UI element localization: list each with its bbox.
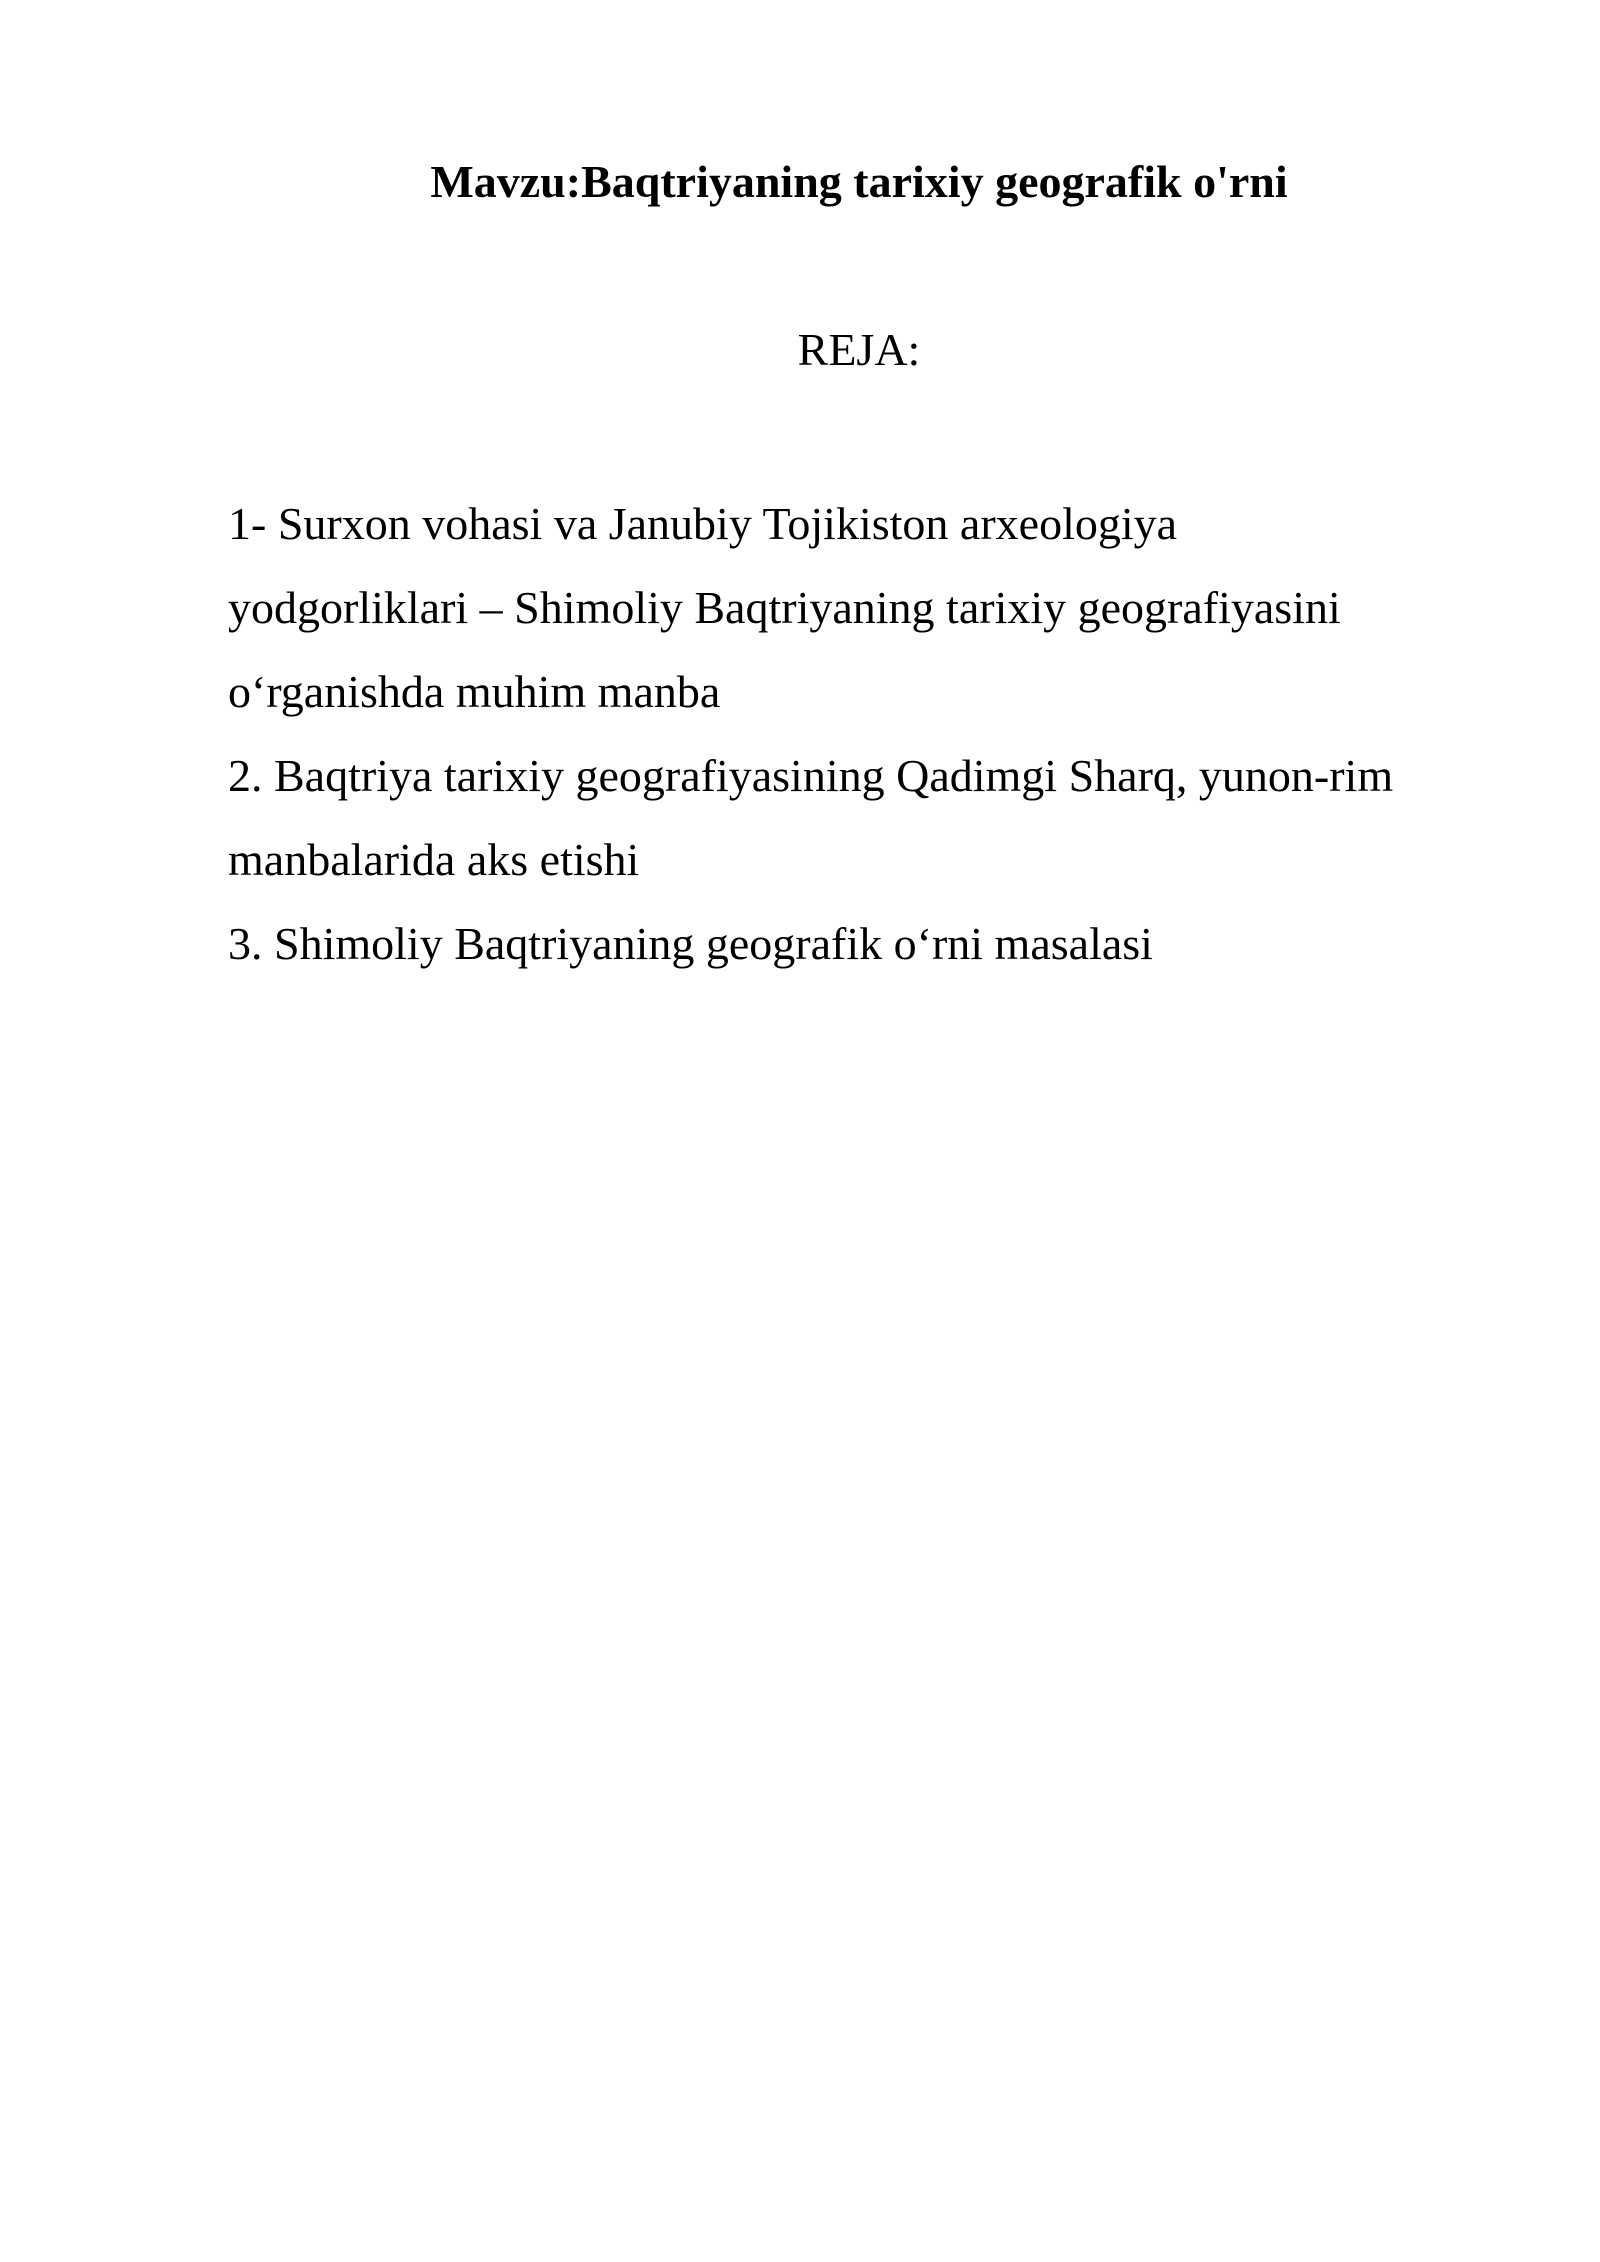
plan-line-3: o‘rganishda muhim manba [228,666,721,717]
plan-line-1: 1- Surxon vohasi va Janubiy Tojikiston arxeologiya [228,498,1178,549]
plan-line-2: yodgorliklari – Shimoliy Baqtriyaning tarixiy geografiyasini [228,582,1341,633]
document-title: Mavzu:Baqtriyaning tarixiy geografik o'rni [430,156,1288,207]
plan-heading: REJA: [797,324,921,375]
plan-line-5: manbalarida aks etishi [228,834,640,885]
plan-line-6: 3. Shimoliy Baqtriyaning geografik o‘rni masalasi [228,918,1153,969]
plan-list [228,482,1490,986]
plan-line-4: 2. Baqtriya tarixiy geografiyasining Qadimgi Sharq, yunon-rim [228,750,1394,801]
